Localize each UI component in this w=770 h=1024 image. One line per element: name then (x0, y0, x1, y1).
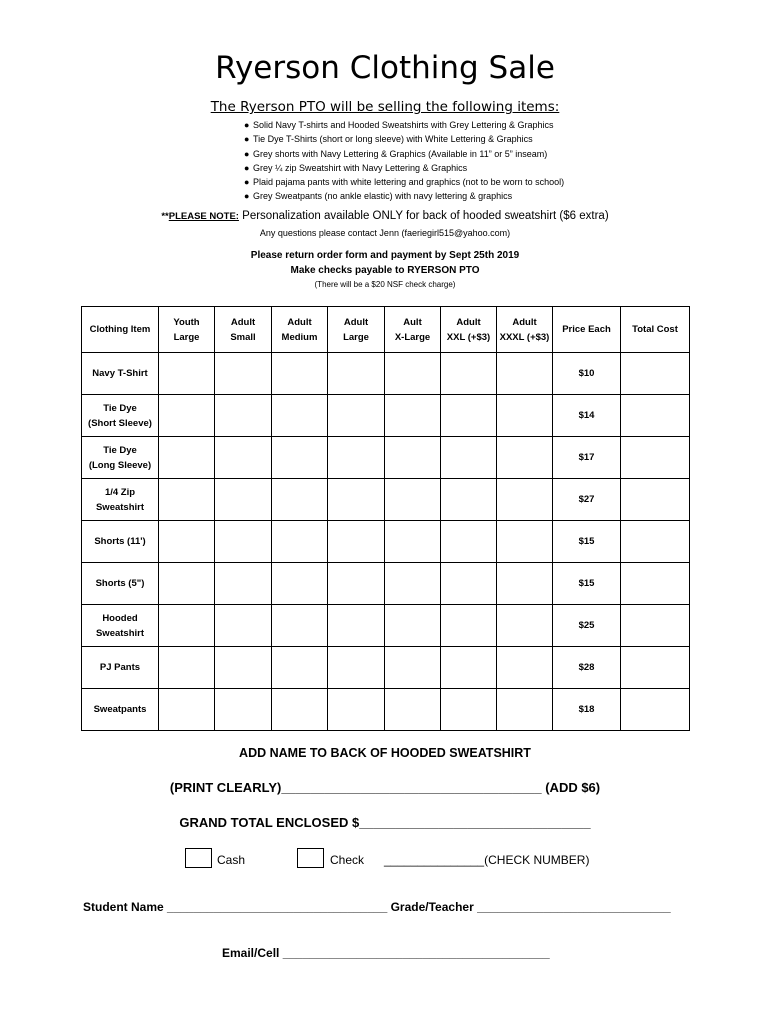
student-name-field[interactable]: _________________________________ (167, 900, 388, 914)
price-cell: $25 (553, 605, 621, 647)
quantity-cell[interactable] (385, 395, 441, 437)
quantity-cell[interactable] (328, 689, 385, 731)
column-header-line: XXXL (+$3) (499, 331, 550, 343)
clothing-item-line: Tie Dye (103, 402, 137, 414)
column-header (497, 307, 553, 353)
add-fee-label: (ADD $6) (541, 780, 601, 795)
price-cell: $10 (553, 353, 621, 395)
price-cell: $14 (553, 395, 621, 437)
items-list (244, 118, 564, 204)
price-cell: $15 (553, 563, 621, 605)
quantity-cell[interactable] (215, 395, 272, 437)
price-cell: $18 (553, 689, 621, 731)
clothing-item-line: Hooded (102, 612, 138, 624)
clothing-item-line: (Long Sleeve) (88, 459, 152, 471)
grand-total-label: GRAND TOTAL ENCLOSED $ (179, 815, 360, 830)
page-title: Ryerson Clothing Sale (215, 50, 555, 86)
email-cell-label: Email/Cell (222, 946, 283, 960)
table-row (82, 605, 690, 647)
table-row (82, 647, 690, 689)
column-header-line: Large (343, 331, 369, 343)
total-cost-cell[interactable] (621, 647, 690, 689)
column-header-line: Adult (287, 316, 312, 328)
column-header-line: Ault (403, 316, 422, 328)
quantity-cell[interactable] (328, 437, 385, 479)
quantity-cell[interactable] (272, 689, 328, 731)
quantity-cell[interactable] (159, 437, 215, 479)
quantity-cell[interactable] (328, 395, 385, 437)
cash-label: Cash (217, 853, 246, 867)
total-cost-cell[interactable] (621, 563, 690, 605)
column-header-line: Adult (343, 316, 369, 328)
clothing-item-cell (82, 395, 159, 437)
grand-total-line (0, 815, 770, 830)
note-text: Personalization available ONLY for back of hooded sweatshirt ($6 extra) (238, 210, 609, 222)
quantity-cell[interactable] (385, 563, 441, 605)
list-item (244, 189, 564, 203)
clothing-item-line: Navy T-Shirt (92, 368, 148, 379)
column-header (328, 307, 385, 353)
quantity-cell[interactable] (159, 563, 215, 605)
bullet-icon: ● (244, 134, 250, 145)
table-row (82, 521, 690, 563)
price-cell: $17 (553, 437, 621, 479)
print-name-field[interactable]: ____________________________________ (281, 780, 542, 795)
list-item (244, 175, 564, 189)
column-header-line: Youth (173, 316, 200, 328)
quantity-cell[interactable] (159, 353, 215, 395)
clothing-item-cell (82, 437, 159, 479)
item-text: Plaid pajama pants with white lettering and graphics (not to be worn to school) (253, 177, 565, 188)
quantity-cell[interactable] (215, 605, 272, 647)
item-text: Grey Sweatpants (no ankle elastic) with navy lettering & graphics (253, 191, 513, 202)
print-name-line (0, 780, 770, 795)
quantity-cell[interactable] (441, 647, 497, 689)
clothing-item-line: Tie Dye (103, 444, 137, 456)
quantity-cell[interactable] (159, 395, 215, 437)
column-header (159, 307, 215, 353)
quantity-cell[interactable] (385, 479, 441, 521)
quantity-cell[interactable] (159, 689, 215, 731)
grand-total-field[interactable]: ________________________________ (359, 815, 591, 830)
table-row (82, 353, 690, 395)
list-item (244, 118, 564, 132)
column-header-line: Adult (230, 316, 256, 328)
quantity-cell[interactable] (441, 605, 497, 647)
column-header (385, 307, 441, 353)
student-line (83, 900, 671, 914)
total-cost-cell[interactable] (621, 479, 690, 521)
list-item (244, 132, 564, 146)
quantity-cell[interactable] (385, 521, 441, 563)
quantity-cell[interactable] (441, 395, 497, 437)
quantity-cell[interactable] (441, 437, 497, 479)
quantity-cell[interactable] (497, 437, 553, 479)
clothing-item-line: Shorts (5") (95, 578, 145, 589)
quantity-cell[interactable] (272, 353, 328, 395)
cash-checkbox[interactable] (185, 848, 212, 868)
total-cost-cell[interactable] (621, 395, 690, 437)
quantity-cell[interactable] (272, 563, 328, 605)
column-header-line: Total Cost (632, 324, 678, 335)
list-item (244, 147, 564, 161)
check-payee: Make checks payable to RYERSON PTO (290, 265, 480, 276)
check-checkbox[interactable] (297, 848, 324, 868)
item-text: Tie Dye T-Shirts (short or long sleeve) with White Lettering & Graphics (253, 134, 533, 145)
price-cell: $28 (553, 647, 621, 689)
quantity-cell[interactable] (441, 689, 497, 731)
clothing-item-cell (82, 353, 159, 395)
column-header-line: X-Large (394, 331, 431, 343)
price-cell: $27 (553, 479, 621, 521)
column-header-line: Small (230, 331, 256, 343)
check-number-field[interactable]: _______________ (384, 853, 485, 867)
column-header-line: XXL (+$3) (446, 331, 491, 343)
column-header-line: Adult (512, 316, 537, 328)
quantity-cell[interactable] (441, 563, 497, 605)
quantity-cell[interactable] (441, 353, 497, 395)
quantity-cell[interactable] (215, 521, 272, 563)
quantity-cell[interactable] (272, 521, 328, 563)
quantity-cell[interactable] (497, 395, 553, 437)
column-header (621, 307, 690, 353)
check-label: Check (330, 853, 365, 867)
quantity-cell[interactable] (385, 689, 441, 731)
column-header-line: Clothing Item (89, 324, 151, 335)
item-text: Grey shorts with Navy Lettering & Graphics (Available in 11” or 5” inseam) (253, 148, 548, 159)
quantity-cell[interactable] (497, 689, 553, 731)
student-name-label: Student Name (83, 900, 168, 914)
column-header-line: Adult (456, 316, 481, 328)
table-row (82, 563, 690, 605)
quantity-cell[interactable] (215, 353, 272, 395)
add-name-heading: ADD NAME TO BACK OF HOODED SWEATSHIRT (239, 746, 531, 760)
quantity-cell[interactable] (385, 437, 441, 479)
clothing-item-line: (Short Sleeve) (88, 417, 152, 429)
total-cost-cell[interactable] (621, 605, 690, 647)
quantity-cell[interactable] (159, 479, 215, 521)
column-header (82, 307, 159, 353)
quantity-cell[interactable] (215, 437, 272, 479)
quantity-cell[interactable] (215, 689, 272, 731)
quantity-cell[interactable] (328, 521, 385, 563)
email-cell-line (222, 946, 550, 960)
list-item (244, 161, 564, 175)
clothing-item-cell (82, 563, 159, 605)
quantity-cell[interactable] (441, 479, 497, 521)
email-cell-field[interactable]: ________________________________________ (282, 946, 550, 960)
table-row (82, 479, 690, 521)
table-row (82, 689, 690, 731)
quantity-cell[interactable] (272, 479, 328, 521)
clothing-item-line: PJ Pants (99, 662, 141, 673)
quantity-cell[interactable] (497, 647, 553, 689)
total-cost-cell[interactable] (621, 437, 690, 479)
note-prefix: ** (161, 211, 169, 222)
note-label: PLEASE NOTE: (168, 211, 239, 222)
column-header-line: Price Each (562, 324, 611, 335)
grade-teacher-field[interactable]: _____________________________ (477, 900, 671, 914)
return-deadline: Please return order form and payment by Sept 25th 2019 (250, 250, 520, 261)
price-cell: $15 (553, 521, 621, 563)
quantity-cell[interactable] (272, 395, 328, 437)
table-row (82, 395, 690, 437)
quantity-cell[interactable] (328, 647, 385, 689)
contact-info: Any questions please contact Jenn (faeriegirl515@yahoo.com) (259, 228, 511, 238)
items-intro: The Ryerson PTO will be selling the following items: (210, 99, 560, 115)
quantity-cell[interactable] (328, 563, 385, 605)
clothing-item-line: Sweatpants (93, 704, 147, 715)
bullet-icon: ● (244, 191, 250, 202)
order-table (81, 306, 690, 731)
bullet-icon: ● (244, 148, 250, 159)
quantity-cell[interactable] (328, 479, 385, 521)
total-cost-cell[interactable] (621, 689, 690, 731)
clothing-item-line: 1/4 Zip (104, 486, 136, 498)
clothing-item-cell (82, 521, 159, 563)
quantity-cell[interactable] (328, 353, 385, 395)
column-header (272, 307, 328, 353)
quantity-cell[interactable] (497, 563, 553, 605)
quantity-cell[interactable] (497, 605, 553, 647)
quantity-cell[interactable] (328, 605, 385, 647)
clothing-item-cell (82, 689, 159, 731)
quantity-cell[interactable] (159, 521, 215, 563)
clothing-item-cell (82, 479, 159, 521)
bullet-icon: ● (244, 120, 250, 130)
quantity-cell[interactable] (215, 647, 272, 689)
total-cost-cell[interactable] (621, 353, 690, 395)
quantity-cell[interactable] (159, 647, 215, 689)
nsf-charge: (There will be a $20 NSF check charge) (314, 280, 456, 289)
quantity-cell[interactable] (385, 353, 441, 395)
column-header (441, 307, 497, 353)
column-header (215, 307, 272, 353)
quantity-cell[interactable] (497, 479, 553, 521)
quantity-cell[interactable] (441, 521, 497, 563)
quantity-cell[interactable] (497, 353, 553, 395)
quantity-cell[interactable] (385, 605, 441, 647)
quantity-cell[interactable] (497, 521, 553, 563)
clothing-item-cell (82, 647, 159, 689)
column-header (553, 307, 621, 353)
payment-method (0, 846, 770, 870)
clothing-item-line: Sweatshirt (95, 627, 145, 639)
clothing-item-line: Shorts (11') (94, 536, 146, 547)
column-header-line: Medium (281, 331, 318, 343)
item-text: Grey ¼ zip Sweatshirt with Navy Lettering & Graphics (253, 162, 468, 173)
clothing-item-cell (82, 605, 159, 647)
item-text: Solid Navy T-shirts and Hooded Sweatshirts with Grey Lettering & Graphics (253, 120, 554, 130)
quantity-cell[interactable] (215, 563, 272, 605)
total-cost-cell[interactable] (621, 521, 690, 563)
bullet-icon: ● (244, 177, 250, 188)
quantity-cell[interactable] (272, 605, 328, 647)
table-row (82, 437, 690, 479)
quantity-cell[interactable] (272, 647, 328, 689)
personalization-note (0, 210, 770, 222)
clothing-item-line: Sweatshirt (95, 501, 145, 513)
quantity-cell[interactable] (272, 437, 328, 479)
quantity-cell[interactable] (215, 479, 272, 521)
bullet-icon: ● (244, 162, 250, 173)
print-label: (PRINT CLEARLY) (169, 780, 282, 795)
grade-teacher-label: Grade/Teacher (387, 900, 478, 914)
quantity-cell[interactable] (385, 647, 441, 689)
column-header-line: Large (173, 331, 200, 343)
quantity-cell[interactable] (159, 605, 215, 647)
check-number-label: (CHECK NUMBER) (484, 853, 590, 867)
table-header-row (82, 307, 690, 353)
